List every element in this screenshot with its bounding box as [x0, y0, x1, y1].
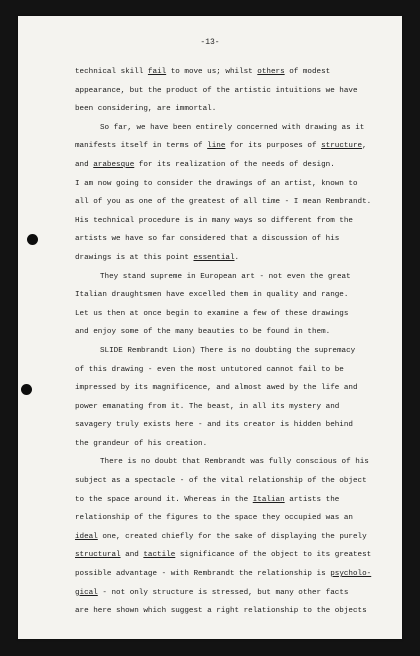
text-segment: Let us then at once begin to examine a few of these drawings — [75, 309, 349, 318]
text-line — [75, 491, 405, 510]
text-segment: and — [75, 160, 94, 169]
text-segment: drawings is at this point — [75, 253, 194, 262]
text-line — [75, 398, 405, 417]
underlined-word: fail — [147, 68, 167, 76]
text-segment: impressed by its magnificence, and almost awed by the life and — [75, 384, 358, 393]
text-segment: artists we have so far considered that a discussion of his — [75, 235, 340, 244]
text-line — [75, 82, 405, 101]
text-segment: SLIDE Rembrandt Lion) There is no doubting the supremacy — [100, 346, 356, 355]
text-segment: for its purposes of — [225, 142, 322, 151]
text-segment: to the space around it. Whereas in the — [75, 495, 253, 504]
underlined-word: structure — [321, 142, 363, 151]
text-segment: all of you as one of the greatest of all time - I mean Rembrandt. — [75, 198, 372, 207]
page-number: -13- — [200, 38, 220, 47]
text-line — [75, 212, 405, 231]
text-line — [75, 453, 405, 472]
text-line — [75, 268, 405, 287]
text-segment: savagery truly exists here - and its creator is hidden behind — [75, 421, 353, 430]
text-line — [75, 249, 405, 268]
text-segment: They stand supreme in European art - not even the great — [100, 272, 351, 281]
text-line — [75, 137, 405, 156]
text-segment: His technical procedure is in many ways so different from the — [75, 216, 353, 225]
underlined-word: gical — [75, 588, 98, 597]
text-line — [75, 416, 405, 435]
underlined-word: Italian — [252, 495, 285, 504]
text-line — [75, 193, 405, 212]
underlined-word: essential — [193, 253, 235, 262]
text-line — [75, 509, 405, 528]
text-line — [75, 342, 405, 361]
text-segment: are here shown which suggest a right relationship to the objects — [75, 607, 367, 616]
text-line — [75, 175, 405, 194]
typescript-page — [18, 16, 402, 639]
punch-hole — [27, 234, 38, 245]
text-segment: significance of the object to its greatest — [175, 551, 372, 560]
text-segment: artists the — [284, 495, 340, 504]
underlined-word: arabesque — [93, 160, 135, 169]
text-segment: appearance, but the product of the artistic intuitions we have — [75, 86, 358, 95]
text-segment: of this drawing - even the most untutored cannot fail to be — [75, 365, 344, 374]
underlined-word: structural — [75, 551, 121, 560]
underlined-word: tactile — [143, 551, 176, 560]
text-segment: one, created chiefly for the sake of displaying the purely — [97, 532, 367, 541]
text-line — [75, 472, 405, 491]
text-line — [75, 584, 405, 603]
text-line — [75, 286, 405, 305]
text-line — [75, 156, 405, 175]
text-line — [75, 602, 405, 621]
text-line — [75, 119, 405, 138]
text-segment: the grandeur of his creation. — [75, 439, 208, 448]
text-line — [75, 361, 405, 380]
text-segment: . — [234, 253, 240, 262]
text-line — [75, 230, 405, 249]
text-segment: subject as a spectacle - of the vital relationship of the object — [75, 477, 367, 486]
text-segment: for its realization of the needs of design. — [134, 160, 335, 169]
underlined-word: others — [257, 68, 285, 76]
text-segment: - not only structure is stressed, but many other facts — [97, 588, 349, 597]
text-segment: I am now going to consider the drawings of an artist, known to — [75, 179, 358, 188]
underlined-word: line — [207, 142, 226, 151]
text-segment: been considering, are immortal. — [75, 105, 217, 114]
text-segment: possible advantage - with Rembrandt the relationship is — [75, 570, 331, 579]
text-line — [75, 305, 405, 324]
text-segment: technical skill — [75, 68, 148, 76]
text-line — [75, 435, 405, 454]
text-segment: manifests itself in terms of — [75, 142, 208, 151]
punch-hole — [21, 384, 32, 395]
text-segment: relationship of the figures to the space they occupied was an — [75, 514, 353, 523]
text-segment: , — [362, 142, 367, 151]
text-line — [75, 323, 405, 342]
text-line — [75, 100, 405, 119]
underlined-word: psycholo- — [330, 570, 372, 579]
text-segment: Italian draughtsmen have excelled them in quality and range. — [75, 291, 349, 300]
text-segment: to move us; whilst — [166, 68, 258, 76]
text-segment: power emanating from it. The beast, in all its mystery and — [75, 402, 340, 411]
text-segment: and — [120, 551, 144, 560]
body-text — [75, 63, 405, 621]
text-line — [75, 546, 405, 565]
text-segment: So far, we have been entirely concerned with drawing as it — [100, 123, 365, 132]
text-line — [75, 63, 405, 82]
text-line — [75, 528, 405, 547]
underlined-word: ideal — [75, 532, 98, 541]
text-segment: of modest — [284, 68, 331, 76]
text-segment: and enjoy some of the many beauties to be found in them. — [75, 328, 331, 337]
text-line — [75, 379, 405, 398]
text-line — [75, 565, 405, 584]
text-segment: There is no doubt that Rembrandt was fully conscious of his — [100, 458, 369, 467]
